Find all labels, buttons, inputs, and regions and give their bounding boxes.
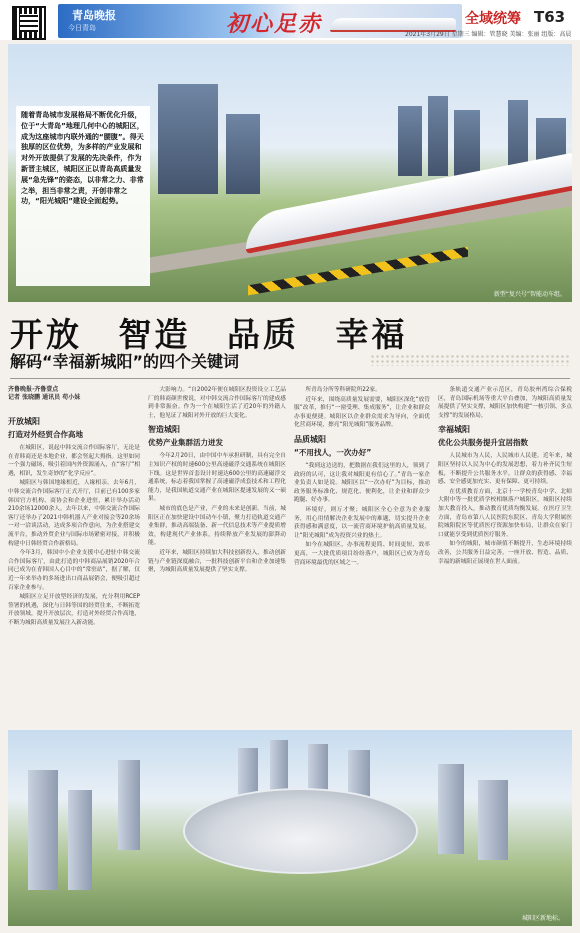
newspaper-logo: 青岛晚报 [72, 9, 116, 22]
hero-caption: 新型“复兴号”智能动车组。 [493, 291, 566, 298]
paragraph: 今年3月，韩国中小企业支援中心进驻中韩交流合作国际客厅，由此打造的中韩商品展销2020年合同已成为在青韩国人心目中的“常驻站”，据了解，仅近一年来举办的多场进出口商品展销会，便吸引超过百家企业参与。 [8, 550, 140, 591]
section-title: 品质城阳 [294, 434, 326, 444]
subheadline: 解码“幸福新城阳”的四个关键词 [10, 352, 240, 371]
edition-meta: 2021年3月29日 星期三 编辑：管慧晓 美编：张丽 组版：高晨 [405, 31, 572, 38]
header-banner [58, 4, 462, 38]
paragraph: 城阳区与韩国地缘相近，人缘相亲。去年6月，中韩交流合作国际客厅正式开厅，目前已有100多家韩国官方机构、商协会和企业进驻，累计举办活动210余场12000余人。去年以来，中韩交流合作国际客厅还举办了2021中韩机器人产业对接会等20余场一对一洽谈活动，达成多项合作意向，为企业搭建交流平台，推动外贸企业与国际市场紧密对接，并积极构建中日韩经贸合作新格局。 [8, 480, 140, 547]
hero-photo [8, 44, 572, 302]
intro-text: 随着青岛城市发展格局不断优化升级，位于“大青岛”地理几何中心的城阳区，成为这座城市内联外通的“腰腹”。得天独厚的区位优势，为多样的产业发展和对外开放提供了发展的先决条件，作为新晋主城区，城阳区正以青岛高质量发展“急先锋”的姿态，以非常之力、非常之举，担当非常之责，开创非常之功，“阳光城阳”建设全面起势。 [21, 110, 144, 206]
stadium-photo [8, 730, 572, 926]
section-title: 智造城阳 [148, 425, 180, 435]
section-title: 开放城阳 [8, 417, 40, 426]
paragraph: 在优质教育方面，北京十一学校青岛中学、北师大附中等一批优质学校相继落户城阳区，城阳区持续加大教育投入，推动教育优质均衡发展。在医疗卫生方面，青岛市第八人民医院东院区、青岛大学附属医院城阳院区等优质医疗资源加快布局，让群众在家门口就能享受到优质医疗服务。 [438, 488, 572, 538]
article-column-4 [438, 386, 572, 567]
paragraph: 如今的城阳，城市颜值不断提升，生态环境持续改善，公共服务日益完善，一座开放、智造、品质、幸福的新城阳正展现在世人面前。 [438, 541, 572, 565]
paragraph: 所青岛分所等科研院所22家。 [305, 387, 381, 393]
paragraph: 条轨道交通产业示范区，青岛胶州湾综合保税区，青岛国际机场等重大平台叠加，为城阳高质量发展提供了坚实支撑，城阳区加快构建“一核引领、多点支撑”的发展格局。 [438, 387, 572, 419]
section-subtitle: “不用找人，一次办好” [294, 447, 372, 457]
section-subtitle: 打造对外经贸合作高地 [8, 430, 83, 439]
stadium [183, 788, 418, 874]
safety-stripe [248, 247, 468, 296]
paragraph: 城市的底色是产业，产业的未来是创新。当前，城阳区正在加快建设中国动车小镇，聚力打造轨道交通产业集群，推动高端装备、新一代信息技术等产业提质增效，构建现代产业体系，持续释放产业发展的澎湃动能。 [148, 505, 286, 547]
paragraph: 今年2月20日，由中国中车承担研制，具有完全自主知识产权的时速600公里高速磁浮交通系统在城阳区下线。这是世界首套设计时速达600公里的高速磁浮交通系统，标志着我国掌握了高速磁浮成套技术和工程化能力，是我国轨道交通产业在城阳区提速发展的又一硕果。 [148, 453, 286, 503]
headline: 开放 智造 品质 幸福 [10, 315, 408, 354]
page-header [0, 0, 580, 40]
paragraph: 近年来，围绕高质量发展需要，城阳区深化“放管服”改革，推行“一窗受理、集成服务”，让企业和群众办事更便捷。城阳区以企业群众需求为导向，全面优化营商环境，擦亮“阳光城阳”服务品牌。 [294, 396, 430, 429]
banner-slogan: 初心足赤 [226, 11, 323, 37]
paragraph: 环境好，则万才聚；城阳区全心全意为企业服务，用心用情解决企业发展中的难题，切实提升企业获得感和满意度，以一流营商环境护航高质量发展，让“阳光城阳”成为投资兴业的热土。 [294, 506, 430, 539]
intro-box [16, 106, 150, 286]
paragraph: 如今在城阳区，办事流程更简、时间更短、效率更高，一大批优质项目纷纷落户，城阳区已成为青岛营商环境最优的区域之一。 [294, 542, 430, 566]
article-column-1 [8, 386, 140, 628]
section-subtitle: 优势产业集群活力迸发 [148, 438, 223, 448]
article-column-3 [294, 386, 430, 568]
divider [10, 378, 570, 379]
paragraph: 人民城市为人民，人民城市人民建。近年来，城阳区坚持以人民为中心的发展思想，着力补齐民生短板，不断提升公共服务水平，让群众的获得感、幸福感、安全感更加充实、更有保障、更可持续。 [438, 453, 572, 486]
article-column-2 [148, 386, 286, 576]
page-number: T63 [534, 8, 566, 26]
paragraph: “我到这边送的，把数据在我们这里的人，领到了政府的认可，这让我对城阳更有信心了。”青岛一家企业负责人如是说。城阳区以“一次办好”为目标，推动政务服务标准化、规范化、便利化，让企业和群众少跑腿、好办事。 [294, 462, 430, 504]
paragraph: 大影响力。“自2002年便在城阳区投资设立工艺品厂的韩商颜世俊说，对中韩交流合作国际客厅的建成感到非常振奋。作为一个在城阳生活了近20年的外籍人士，他见证了城阳对外开放的巨大变化。 [148, 387, 286, 419]
section-subtitle: 优化公共服务提升宜居指数 [438, 438, 528, 448]
paragraph: 近年来，城阳区持续加大科技创新投入，推动创新链与产业链深度融合，一批科技创新平台和企业加速集聚，为城阳高质量发展提供了坚实支撑。 [148, 549, 286, 574]
decorative-dots [370, 354, 570, 366]
section-title: 幸福城阳 [438, 425, 470, 435]
paragraph: 在城阳区，说起中韩交流合作国际客厅，无论是在青韩商还是本地企业，都会竖起大拇指。这里如同一个强力磁场，吸引着国内外资源涌入，在“客厅”相遇，相识，发生奇妙的“化学反应”。 [8, 445, 140, 477]
paragraph: 城阳区立足开放型经济的发展，充分利用RCEP签署的机遇，深化与日韩等国的经贸往来，不断拓宽开放领域，提升开放层次，打造对外经贸合作高地，不断为城阳高质量发展注入新动能。 [8, 594, 140, 626]
section-name: 全域统筹 [465, 11, 521, 27]
newspaper-subtitle: 今日青岛 [68, 24, 96, 32]
byline: 齐鲁晚报·齐鲁壹点 记者 张晓鹏 通讯员 苟小妹 [8, 386, 81, 401]
bottom-caption: 城阳区新地标。 [521, 915, 564, 922]
qr-code-icon [12, 6, 46, 40]
